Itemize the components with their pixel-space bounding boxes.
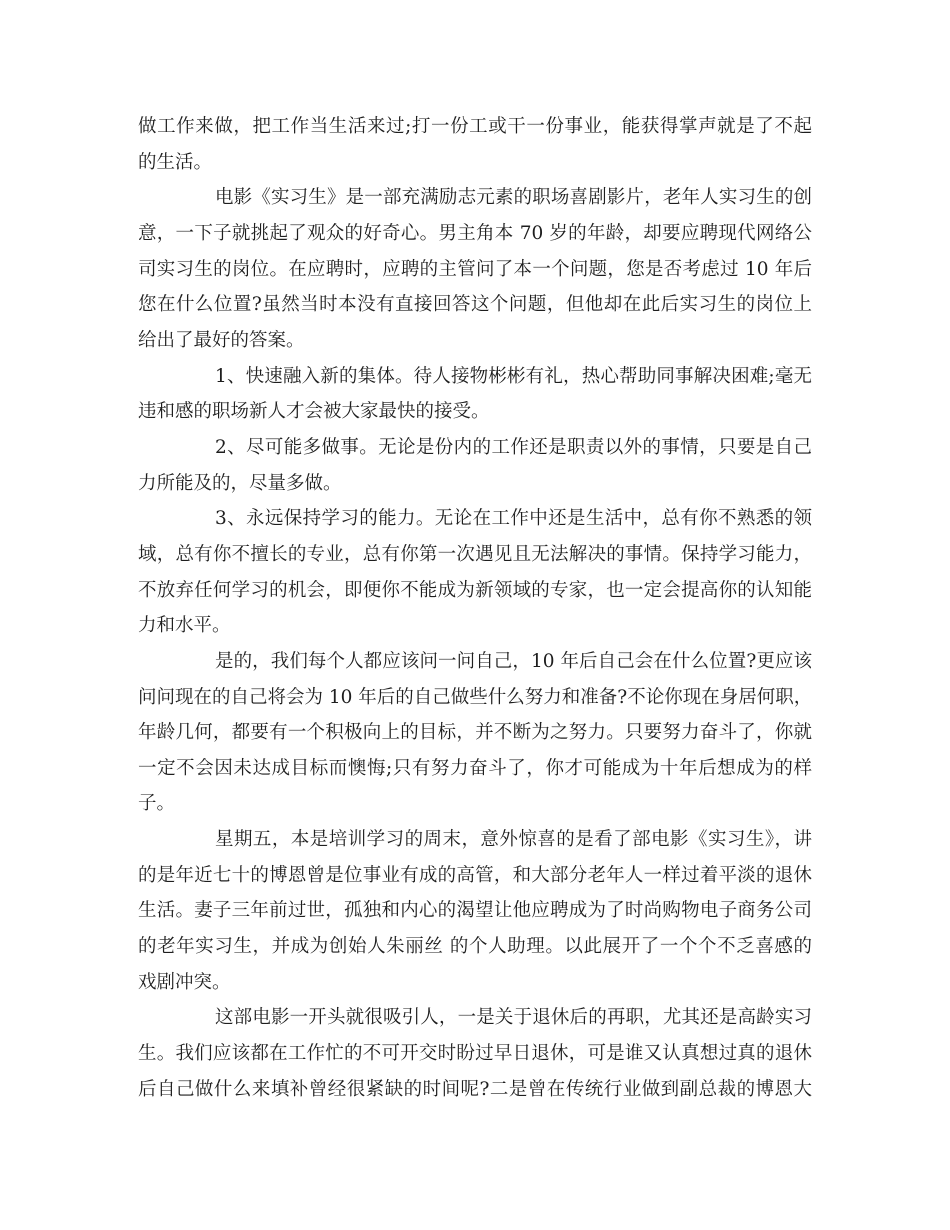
paragraph [138, 109, 812, 180]
text-line: 子。 [138, 793, 176, 815]
text-line: 您在什么位置?虽然当时本没有直接回答这个问题，但他却在此后实习生的岗位上 [138, 294, 812, 316]
paragraph [138, 180, 812, 358]
text-line: 一定不会因未达成目标而懊悔;只有努力奋斗了，你才可能成为十年后想成为的样 [138, 757, 812, 779]
text-line: 这部电影一开头就很吸引人，一是关于退休后的再职，尤其还是高龄实习 [215, 1007, 812, 1029]
text-line: 不放弃任何学习的机会，即便你不能成为新领域的专家，也一定会提高你的认知能 [138, 579, 812, 601]
paragraph [138, 644, 812, 822]
text-line: 的是年近七十的博恩曾是位事业有成的高管，和大部分老年人一样过着平淡的退休 [138, 864, 812, 886]
text-line: 违和感的职场新人才会被大家最快的接受。 [138, 401, 490, 423]
paragraph [138, 430, 812, 501]
text-line: 生活。妻子三年前过世，孤独和内心的渴望让他应聘成为了时尚购物电子商务公司 [138, 900, 812, 922]
text-line: 司实习生的岗位。在应聘时，应聘的主管问了本一个问题，您是否考虑过 10 年后 [138, 258, 812, 280]
text-line: 电影《实习生》是一部充满励志元素的职场喜剧影片，老年人实习生的创 [215, 187, 812, 209]
paragraph [138, 501, 812, 644]
text-line: 做工作来做，把工作当生活来过;打一份工或干一份事业，能获得掌声就是了不起 [138, 116, 812, 137]
text-line: 力所能及的，尽量多做。 [138, 472, 342, 494]
text-line: 域，总有你不擅长的专业，总有你第一次遇见且无法解决的事情。保持学习能力， [138, 543, 812, 565]
body-text [138, 109, 812, 1107]
text-line: 给出了最好的答案。 [138, 329, 305, 351]
paragraph [138, 822, 812, 1000]
text-line: 后自己做什么来填补曾经很紧缺的时间呢?二是曾在传统行业做到副总裁的博恩大 [138, 1078, 812, 1100]
text-line: 2、尽可能多做事。无论是份内的工作还是职责以外的事情，只要是自己 [215, 436, 812, 458]
text-line: 戏剧冲突。 [138, 971, 231, 993]
text-line: 的老年实习生，并成为创始人朱丽丝 的个人助理。以此展开了一个个不乏喜感的 [138, 936, 812, 958]
text-line: 1、快速融入新的集体。待人接物彬彬有礼，热心帮助同事解决困难;毫无 [215, 365, 812, 387]
text-line: 年龄几何，都要有一个积极向上的目标，并不断为之努力。只要努力奋斗了，你就 [138, 722, 812, 744]
text-line: 问问现在的自己将会为 10 年后的自己做些什么努力和准备?不论你现在身居何职， [138, 686, 812, 708]
paragraph [138, 1000, 812, 1107]
text-line: 是的，我们每个人都应该问一问自己，10 年后自己会在什么位置?更应该 [215, 650, 812, 672]
paragraph [138, 359, 812, 430]
text-line: 星期五，本是培训学习的周末，意外惊喜的是看了部电影《实习生》，讲 [215, 829, 812, 851]
text-line: 意，一下子就挑起了观众的好奇心。男主角本 70 岁的年龄，却要应聘现代网络公 [138, 222, 812, 244]
text-line: 力和水平。 [138, 615, 231, 637]
text-line: 生。我们应该都在工作忙的不可开交时盼过早日退休，可是谁又认真想过真的退休 [138, 1043, 812, 1065]
text-line: 3、永远保持学习的能力。无论在工作中还是生活中，总有你不熟悉的领 [215, 508, 812, 530]
text-line: 的生活。 [138, 151, 213, 173]
